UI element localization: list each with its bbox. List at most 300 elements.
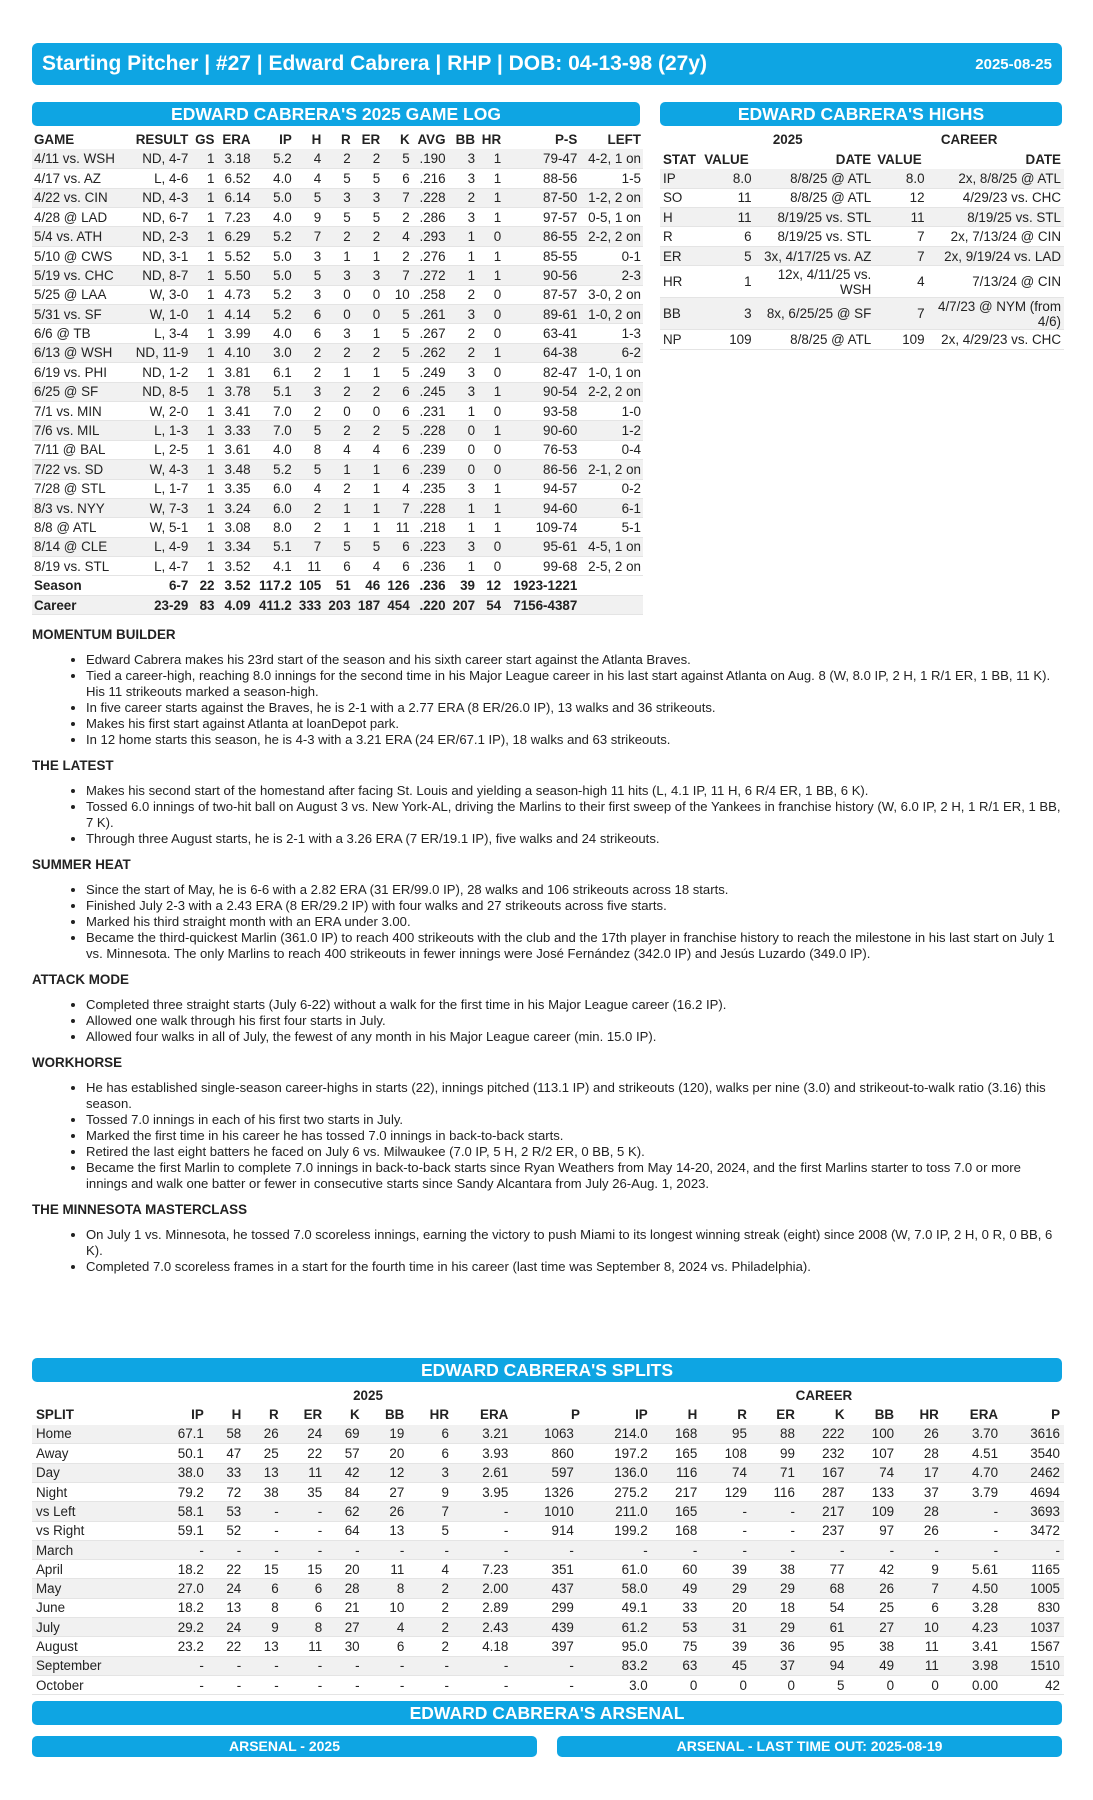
splits-cell: 116 <box>773 1484 795 1500</box>
splits-cell: 199.2 <box>614 1523 648 1539</box>
splits-cell: 50.1 <box>177 1446 204 1462</box>
game-log-cell: 7 <box>294 537 323 556</box>
splits-cell: 57 <box>344 1446 360 1462</box>
game-log-cell: 6-2 <box>579 343 643 362</box>
splits-cell: - <box>701 1502 751 1521</box>
game-log-cell: 2-1, 2 on <box>579 460 643 479</box>
splits-cell: 3.41 <box>972 1639 999 1654</box>
splits-cell: 222 <box>799 1425 849 1444</box>
splits-cell: 13 <box>245 1463 282 1482</box>
col-header: IP <box>279 132 292 148</box>
splits-cell: 39 <box>732 1639 747 1654</box>
game-log-cell: 6 <box>382 460 411 479</box>
game-log-cell: 94-60 <box>503 498 579 517</box>
splits-cell: 31 <box>701 1618 751 1637</box>
highs-cell: 11 <box>874 208 927 227</box>
highs-cell: 8.0 <box>874 169 927 188</box>
game-log-total-cell: 411.2 <box>253 595 294 614</box>
game-log-cell: 4/17 vs. AZ <box>34 170 101 186</box>
highs-cell: BB <box>660 298 701 330</box>
game-log-cell: 4.73 <box>224 287 251 303</box>
game-log-cell: 4 <box>382 227 411 246</box>
splits-cell: 2462 <box>1002 1463 1064 1482</box>
splits-table <box>32 1386 1064 1695</box>
splits-cell: 28 <box>326 1579 363 1598</box>
splits-cell: - <box>399 1677 405 1693</box>
game-log-cell: 6.0 <box>253 498 294 517</box>
splits-cell: 6 <box>245 1579 282 1598</box>
game-log-cell: 1-0, 2 on <box>579 305 643 324</box>
splits-cell: 22 <box>226 1561 242 1577</box>
game-log-cell: L, 1-3 <box>127 421 190 440</box>
splits-cell: 1005 <box>1002 1579 1064 1598</box>
splits-cell: 4694 <box>1030 1484 1060 1500</box>
highs-cell: 7 <box>874 246 927 265</box>
game-log-cell: ND, 1-2 <box>142 364 189 380</box>
arsenal-last-time-out-title: ARSENAL - LAST TIME OUT: 2025-08-19 <box>557 1736 1062 1757</box>
game-log-cell: 86-56 <box>503 460 579 479</box>
splits-cell: 168 <box>652 1425 702 1444</box>
game-log-cell: L, 4-7 <box>154 558 189 574</box>
game-log-cell: 7 <box>382 266 411 285</box>
game-log-cell: 2 <box>294 498 323 517</box>
game-log-cell: L, 4-6 <box>154 170 189 186</box>
highs-row <box>660 208 1064 227</box>
game-log-cell: 8/14 @ CLE <box>32 537 127 556</box>
highs-cell: 4 <box>917 274 925 290</box>
splits-cell: 4.70 <box>943 1463 1002 1482</box>
game-log-total-cell: 117.2 <box>253 576 294 595</box>
game-log-cell: 3.35 <box>224 481 251 497</box>
game-log-cell: 109-74 <box>535 520 578 535</box>
splits-cell: - <box>283 1502 326 1521</box>
splits-cell: 397 <box>551 1639 574 1654</box>
game-log-row <box>32 324 643 343</box>
splits-cell: 20 <box>389 1446 405 1462</box>
game-log-cell: 6.1 <box>273 364 292 380</box>
splits-cell: Night <box>36 1484 68 1500</box>
splits-cell: 7 <box>408 1502 453 1521</box>
splits-cell: 5 <box>441 1523 449 1539</box>
splits-cell: - <box>503 1677 509 1693</box>
splits-cell: July <box>32 1618 152 1637</box>
col-header: R <box>269 1407 279 1423</box>
splits-cell: - <box>943 1540 1002 1559</box>
game-log-cell: 86-55 <box>503 227 579 246</box>
game-log-cell: W, 2-0 <box>149 403 189 419</box>
game-log-cell: 3.52 <box>224 558 251 574</box>
game-log-cell: 0 <box>477 227 503 246</box>
highs-cell: H <box>660 208 701 227</box>
game-log-cell: 0 <box>467 442 476 458</box>
game-log-cell: 6-1 <box>579 498 643 517</box>
splits-row <box>32 1482 1064 1501</box>
game-log-cell: 0 <box>343 403 351 419</box>
splits-cell: October <box>36 1677 84 1693</box>
highs-row <box>660 246 1064 265</box>
highs-cell: 7 <box>917 229 925 245</box>
splits-cell: - <box>317 1677 323 1693</box>
game-log-cell: 4/22 vs. CIN <box>32 188 127 207</box>
col-header: ERA <box>480 1407 509 1423</box>
highs-cell: 8/19/25 vs. STL <box>755 208 875 227</box>
page-header <box>32 43 1062 85</box>
splits-cell: 42 <box>326 1463 363 1482</box>
splits-group-2025: 2025 <box>353 1388 383 1404</box>
game-log-cell: 3.41 <box>224 403 251 419</box>
splits-cell: 0 <box>689 1677 698 1693</box>
game-log-cell: 3.81 <box>224 364 251 380</box>
highs-cell: 8/8/25 @ ATL <box>755 169 875 188</box>
game-log-cell: 0-4 <box>621 442 641 458</box>
game-log-cell: 1-2 <box>579 421 643 440</box>
splits-cell: 107 <box>871 1446 895 1462</box>
game-log-row <box>32 343 643 362</box>
game-log-cell: ND, 3-1 <box>142 248 189 264</box>
splits-cell: 2 <box>408 1618 453 1637</box>
splits-cell: - <box>751 1502 799 1521</box>
note-list <box>32 882 1062 962</box>
game-log-cell: 2-2, 2 on <box>579 382 643 401</box>
splits-cell: 217 <box>674 1484 698 1500</box>
highs-cell: 4/7/23 @ NYM (from 4/6) <box>928 298 1064 330</box>
splits-cell: 35 <box>307 1484 323 1500</box>
game-log-cell: 7/28 @ STL <box>34 481 106 497</box>
game-log-cell: 88-56 <box>543 170 578 186</box>
game-log-cell: 1 <box>190 305 216 324</box>
game-log-cell: 0-5, 1 on <box>588 209 641 225</box>
splits-cell: 3 <box>408 1463 453 1482</box>
col-header: RESULT <box>135 132 189 148</box>
game-log-cell: 3 <box>448 305 477 324</box>
arsenal-2025-title: ARSENAL - 2025 <box>32 1736 537 1757</box>
game-log-cell: 1 <box>448 227 477 246</box>
game-log-cell: 0 <box>493 326 502 342</box>
game-log-cell: 1 <box>190 266 216 285</box>
splits-cell: 3.95 <box>482 1484 509 1500</box>
game-log-cell: 0-1 <box>621 248 641 264</box>
game-log-row <box>32 440 643 459</box>
game-log-cell: 1 <box>343 248 351 264</box>
game-log-total-cell: 7156-4387 <box>503 595 579 614</box>
game-log-cell: 1 <box>353 460 382 479</box>
game-log-cell: 0 <box>372 287 381 303</box>
game-log-cell: 8/19 vs. STL <box>34 558 110 574</box>
note-heading: THE MINNESOTA MASTERCLASS <box>32 1202 247 1217</box>
note-item: • He has established single-season career-highs in starts (22), innings pitched (113.1 IP) and strikeouts (120), walks per nine (3.0) and strikeout-to-walk ratio (3.16) this season. <box>86 1080 1062 1112</box>
splits-cell: 95 <box>829 1639 845 1654</box>
splits-cell: Home <box>32 1425 152 1444</box>
splits-cell: - <box>199 1677 204 1693</box>
splits-cell: 53 <box>208 1502 245 1521</box>
game-log-cell: .293 <box>412 227 448 246</box>
col-header: IP <box>191 1407 204 1423</box>
splits-cell: 1063 <box>512 1425 584 1444</box>
game-log-total-cell: 187 <box>353 595 382 614</box>
splits-cell: 39 <box>732 1561 747 1577</box>
game-log-row <box>32 169 643 188</box>
game-log-cell: 5 <box>382 149 411 168</box>
splits-row <box>32 1425 1064 1444</box>
game-log-cell: 2 <box>323 382 352 401</box>
col-header: ER <box>776 1407 795 1423</box>
game-log-cell: ND, 4-3 <box>127 188 190 207</box>
note-list <box>32 1227 1062 1275</box>
game-log-total-cell: .220 <box>412 595 448 614</box>
splits-cell: 8 <box>271 1600 279 1616</box>
game-log-cell: 85-55 <box>543 248 578 264</box>
game-log-cell: 3.61 <box>224 442 251 458</box>
splits-cell: 24 <box>283 1425 326 1444</box>
game-log-cell: 10 <box>394 287 410 303</box>
highs-cell: 1 <box>744 274 752 290</box>
col-header: VALUE <box>877 151 922 167</box>
game-log-cell: 4 <box>372 442 381 458</box>
splits-cell: 67.1 <box>152 1425 208 1444</box>
game-log-row <box>32 460 643 479</box>
game-log-cell: 5.2 <box>253 305 294 324</box>
game-log-cell: .276 <box>419 248 446 264</box>
game-log-cell: 0 <box>493 403 502 419</box>
splits-cell: 3472 <box>1030 1523 1060 1539</box>
game-log-cell: 2 <box>353 149 382 168</box>
note-heading: WORKHORSE <box>32 1055 123 1070</box>
highs-row <box>660 298 1064 330</box>
game-log-total-cell: 54 <box>477 595 503 614</box>
game-log-row <box>32 188 643 207</box>
highs-cell: 5 <box>701 246 754 265</box>
splits-cell: 27 <box>326 1618 363 1637</box>
game-log-cell: 5/25 @ LAA <box>34 287 107 303</box>
splits-cell: vs Left <box>32 1502 152 1521</box>
game-log-cell: 5 <box>343 170 351 186</box>
splits-cell: vs Right <box>36 1523 85 1539</box>
game-log-cell: 2-2, 2 on <box>579 227 643 246</box>
game-log-cell: 1 <box>467 520 476 535</box>
splits-cell: 116 <box>652 1463 702 1482</box>
game-log-cell: 4/11 vs. WSH <box>32 149 127 168</box>
splits-cell: - <box>652 1540 702 1559</box>
game-log-cell: 1 <box>372 248 381 264</box>
game-log-cell: 5/10 @ CWS <box>34 248 113 264</box>
game-log-cell: 1 <box>477 343 503 362</box>
game-log-cell: 0 <box>372 403 381 419</box>
splits-cell: 26 <box>364 1502 409 1521</box>
game-log-cell: 76-53 <box>543 442 578 458</box>
game-log-cell: 1 <box>493 209 502 225</box>
splits-cell: - <box>503 1523 509 1539</box>
game-log-cell: 7 <box>382 188 411 207</box>
game-log-cell: L, 1-7 <box>154 481 189 497</box>
game-log-cell: 4.10 <box>216 343 252 362</box>
splits-row <box>32 1675 1064 1694</box>
splits-cell: 29 <box>751 1579 799 1598</box>
col-header: LEFT <box>607 132 641 148</box>
splits-cell: 10 <box>389 1600 405 1616</box>
splits-cell: 2 <box>408 1579 453 1598</box>
game-log-cell: 5 <box>382 305 411 324</box>
splits-cell: 29 <box>751 1618 799 1637</box>
game-log-cell: .261 <box>412 305 448 324</box>
note-item: • Tossed 6.0 innings of two-hit ball on August 3 vs. New York-AL, driving the Marlins to their first sweep of the Yankees in franchise history (W, 6.0 IP, 2 H, 1 R/1 ER, 1 BB, 7 K). <box>86 799 1062 831</box>
game-log-cell: 9 <box>313 209 322 225</box>
game-log-cell: 3 <box>313 248 322 264</box>
splits-cell: 18.2 <box>177 1561 204 1577</box>
splits-cell: 4.18 <box>482 1639 509 1654</box>
col-header: K <box>349 1407 360 1423</box>
game-log-cell: 5 <box>372 209 381 225</box>
game-log-cell: 4/28 @ LAD <box>34 209 108 225</box>
game-log-cell: 1 <box>190 227 216 246</box>
splits-cell: 860 <box>551 1446 574 1462</box>
splits-cell: - <box>355 1677 360 1693</box>
game-log-cell: 1 <box>207 403 215 419</box>
col-header: H <box>231 1407 242 1423</box>
game-log-cell: 11 <box>307 558 322 574</box>
game-log-cell: 1 <box>477 382 503 401</box>
game-log-total-cell: 207 <box>448 595 477 614</box>
game-log-cell: 1-0, 1 on <box>588 364 641 380</box>
game-log-cell: 2 <box>353 421 382 440</box>
splits-cell: - <box>326 1540 363 1559</box>
splits-cell: Away <box>36 1446 69 1462</box>
splits-cell: 830 <box>1037 1600 1060 1616</box>
game-log-cell: 3.78 <box>216 382 252 401</box>
game-log-cell: 7 <box>294 227 323 246</box>
highs-cell: 109 <box>729 331 752 347</box>
game-log-cell: .286 <box>419 209 446 225</box>
game-log-cell: 93-58 <box>543 403 578 419</box>
game-log-cell: 5 <box>294 266 323 285</box>
game-log-cell: 5 <box>402 364 410 380</box>
game-log-cell: 7.0 <box>273 403 292 419</box>
splits-cell: 237 <box>822 1523 845 1539</box>
game-log-cell: 1 <box>207 209 215 225</box>
splits-cell: 33 <box>208 1463 245 1482</box>
game-log-cell: W, 5-1 <box>149 520 189 535</box>
game-log-row <box>32 421 643 440</box>
splits-cell: - <box>408 1656 453 1675</box>
splits-cell: - <box>236 1677 242 1693</box>
col-header: IP <box>635 1407 648 1423</box>
splits-cell: 13 <box>226 1600 242 1616</box>
highs-cell: 2x, 8/8/25 @ ATL <box>928 169 1064 188</box>
game-log-cell: L, 4-9 <box>127 537 190 556</box>
game-log-row <box>32 208 643 227</box>
game-log-row <box>32 363 643 382</box>
splits-cell: 165 <box>652 1502 702 1521</box>
game-log-cell: 0 <box>448 421 477 440</box>
splits-cell: - <box>701 1540 751 1559</box>
splits-cell: May <box>32 1579 152 1598</box>
splits-cell: 15 <box>307 1561 323 1577</box>
highs-cell: 7/13/24 @ CIN <box>972 274 1061 290</box>
game-log-cell: 1 <box>343 520 351 535</box>
game-log-cell: 7/6 vs. MIL <box>32 421 127 440</box>
game-log-cell: 3.18 <box>216 149 252 168</box>
splits-cell: 58.0 <box>584 1579 652 1598</box>
header-title: Starting Pitcher | #27 | Edward Cabrera | RHP | DOB: 04-13-98 (27y) <box>42 52 708 75</box>
game-log-cell: 4 <box>294 149 323 168</box>
splits-cell: 5 <box>837 1677 845 1693</box>
splits-cell: 3.93 <box>482 1446 509 1462</box>
splits-cell: 299 <box>551 1600 574 1616</box>
splits-cell: 27 <box>849 1618 899 1637</box>
game-log-cell: 1 <box>323 498 352 517</box>
game-log-row <box>32 246 643 265</box>
game-log-cell: 5 <box>343 209 351 225</box>
splits-cell: 914 <box>551 1523 574 1539</box>
game-log-cell: 94-57 <box>543 481 578 497</box>
game-log-cell: .236 <box>419 558 446 574</box>
splits-cell: - <box>1002 1540 1064 1559</box>
game-log-cell: 2-3 <box>579 266 643 285</box>
splits-cell: 17 <box>898 1463 943 1482</box>
game-log-cell: 63-41 <box>543 326 578 342</box>
note-item: • Makes his first start against Atlanta at loanDepot park. <box>86 716 1062 732</box>
game-log-cell: 64-38 <box>503 343 579 362</box>
splits-cell: 1165 <box>1031 1561 1060 1577</box>
game-log-total-cell <box>579 595 643 614</box>
splits-cell: 1037 <box>1002 1618 1064 1637</box>
game-log-cell: 11 <box>395 520 410 535</box>
splits-cell: - <box>408 1540 453 1559</box>
game-log-cell: 4-2, 1 on <box>579 149 643 168</box>
note-item: • Completed three straight starts (July 6-22) without a walk for the first time in his Major League career (16.2 IP). <box>86 997 1062 1013</box>
splits-cell: 20 <box>732 1600 747 1616</box>
game-log-cell: .228 <box>412 188 448 207</box>
highs-group-row <box>660 130 1064 149</box>
game-log-cell: 2 <box>323 421 352 440</box>
splits-cell: 26 <box>923 1523 939 1539</box>
splits-title: EDWARD CABRERA'S SPLITS <box>32 1358 1062 1382</box>
game-log-cell: 6 <box>294 305 323 324</box>
game-log-cell: 0 <box>493 287 502 303</box>
splits-cell: 3.0 <box>629 1677 648 1693</box>
game-log-cell: 5 <box>323 537 352 556</box>
game-log-cell: 1 <box>477 498 503 517</box>
game-log-total-cell: 126 <box>382 576 411 595</box>
splits-cell: 45 <box>701 1656 751 1675</box>
game-log-cell: 5.50 <box>216 266 252 285</box>
splits-cell: 26 <box>898 1425 943 1444</box>
splits-cell: 6 <box>314 1600 323 1616</box>
game-log-cell: 1 <box>448 498 477 517</box>
splits-cell: 2.43 <box>453 1618 512 1637</box>
splits-cell: 351 <box>551 1561 574 1577</box>
game-log-cell: 5 <box>382 343 411 362</box>
splits-cell: 49 <box>849 1656 899 1675</box>
splits-cell: 6 <box>408 1425 453 1444</box>
game-log-cell: 2 <box>294 343 323 362</box>
note-item: • Since the start of May, he is 6-6 with a 2.82 ERA (31 ER/99.0 IP), 28 walks and 106 strikeouts across 18 starts. <box>86 882 1062 898</box>
splits-cell: 9 <box>245 1618 282 1637</box>
game-log-cell: 2 <box>313 364 322 380</box>
game-log-cell: 3 <box>343 326 351 342</box>
splits-cell: - <box>283 1656 326 1675</box>
splits-cell: - <box>208 1540 245 1559</box>
game-log-cell: 5.1 <box>253 382 294 401</box>
splits-cell: 28 <box>923 1446 939 1462</box>
game-log-cell: 87-50 <box>503 188 579 207</box>
game-log-total-cell: 83 <box>190 595 216 614</box>
game-log-cell: 8/8 @ ATL <box>34 520 97 535</box>
splits-cell: 4.51 <box>972 1446 999 1462</box>
splits-cell: 6 <box>441 1446 449 1462</box>
splits-cell: August <box>36 1639 78 1654</box>
splits-cell: 1567 <box>1030 1639 1060 1654</box>
game-log-cell: 6 <box>313 326 322 342</box>
